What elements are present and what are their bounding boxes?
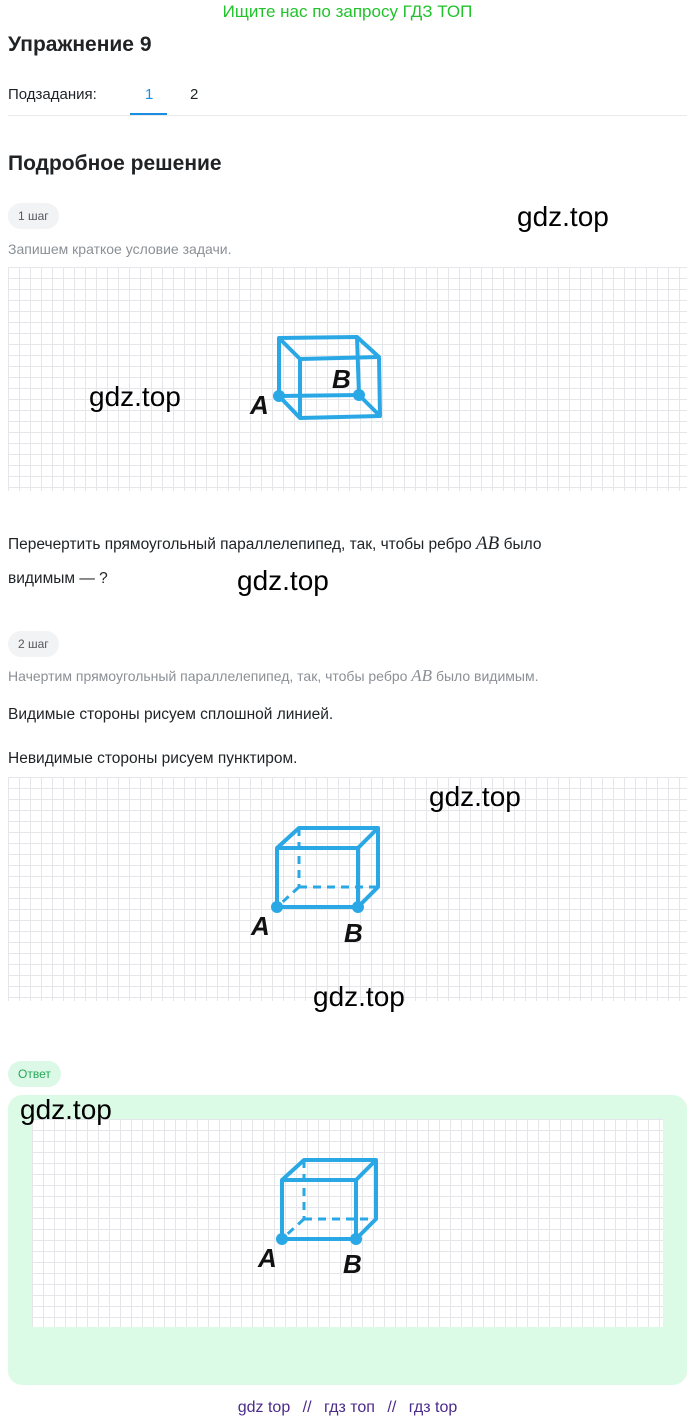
step-2-badge: 2 шаг	[8, 631, 59, 657]
watermark: gdz.top	[89, 381, 181, 412]
tab-subtask-2[interactable]: 2	[190, 86, 199, 103]
footer-link-3[interactable]: гдз top	[408, 1399, 458, 1416]
watermark: gdz.top	[20, 1094, 112, 1125]
page-title: Упражнение 9	[8, 33, 152, 56]
answer-figure-grid	[32, 1119, 663, 1327]
tabs-divider	[8, 115, 687, 116]
point-a-label: A	[250, 390, 269, 420]
step-2-hint: Начертим прямоугольный параллелепипед, так, чтобы ребро AB было видимым.	[8, 666, 539, 685]
footer-link-1[interactable]: gdz top	[237, 1399, 291, 1416]
watermark: gdz.top	[429, 781, 521, 812]
point-b-label: B	[343, 1249, 362, 1279]
subtasks-label: Подзадания:	[8, 86, 97, 103]
footer-links	[0, 1399, 695, 1417]
section-title: Подробное решение	[8, 152, 222, 175]
point-b-label: B	[344, 918, 363, 948]
point-a-label: A	[258, 1243, 277, 1273]
step-2-text-2: Невидимые стороны рисуем пунктиром.	[8, 750, 298, 767]
figure-1-grid	[8, 267, 687, 491]
math-ab: AB	[476, 533, 500, 554]
answer-figure-box	[32, 1119, 663, 1327]
point-b-label: B	[332, 364, 351, 394]
footer-link-2[interactable]: гдз топ	[324, 1399, 375, 1416]
figure-2-box	[8, 777, 687, 1001]
answer-badge: Ответ	[8, 1061, 61, 1087]
search-banner: Ищите нас по запросу ГДЗ ТОП	[222, 2, 473, 21]
figure-2-grid	[8, 777, 687, 1012]
tab-subtask-1[interactable]: 1	[145, 86, 154, 103]
step-1-hint: Запишем краткое условие задачи.	[8, 241, 232, 257]
condition-line-2: видимым — ?	[8, 570, 108, 587]
footer-sep-2: //	[387, 1399, 397, 1416]
step-2-text-1: Видимые стороны рисуем сплошной линией.	[8, 706, 334, 723]
watermark: gdz.top	[313, 981, 405, 1012]
answer-panel	[8, 1095, 687, 1385]
condition-line-1: Перечертить прямоугольный параллелепипед, так, чтобы ребро AB было	[8, 533, 542, 554]
step-1-badge: 1 шаг	[8, 203, 59, 229]
point-a-label: A	[251, 911, 270, 941]
watermark: gdz.top	[517, 201, 609, 232]
footer-sep-1: //	[302, 1399, 312, 1416]
figure-1-box	[8, 267, 687, 491]
watermark: gdz.top	[237, 565, 329, 596]
